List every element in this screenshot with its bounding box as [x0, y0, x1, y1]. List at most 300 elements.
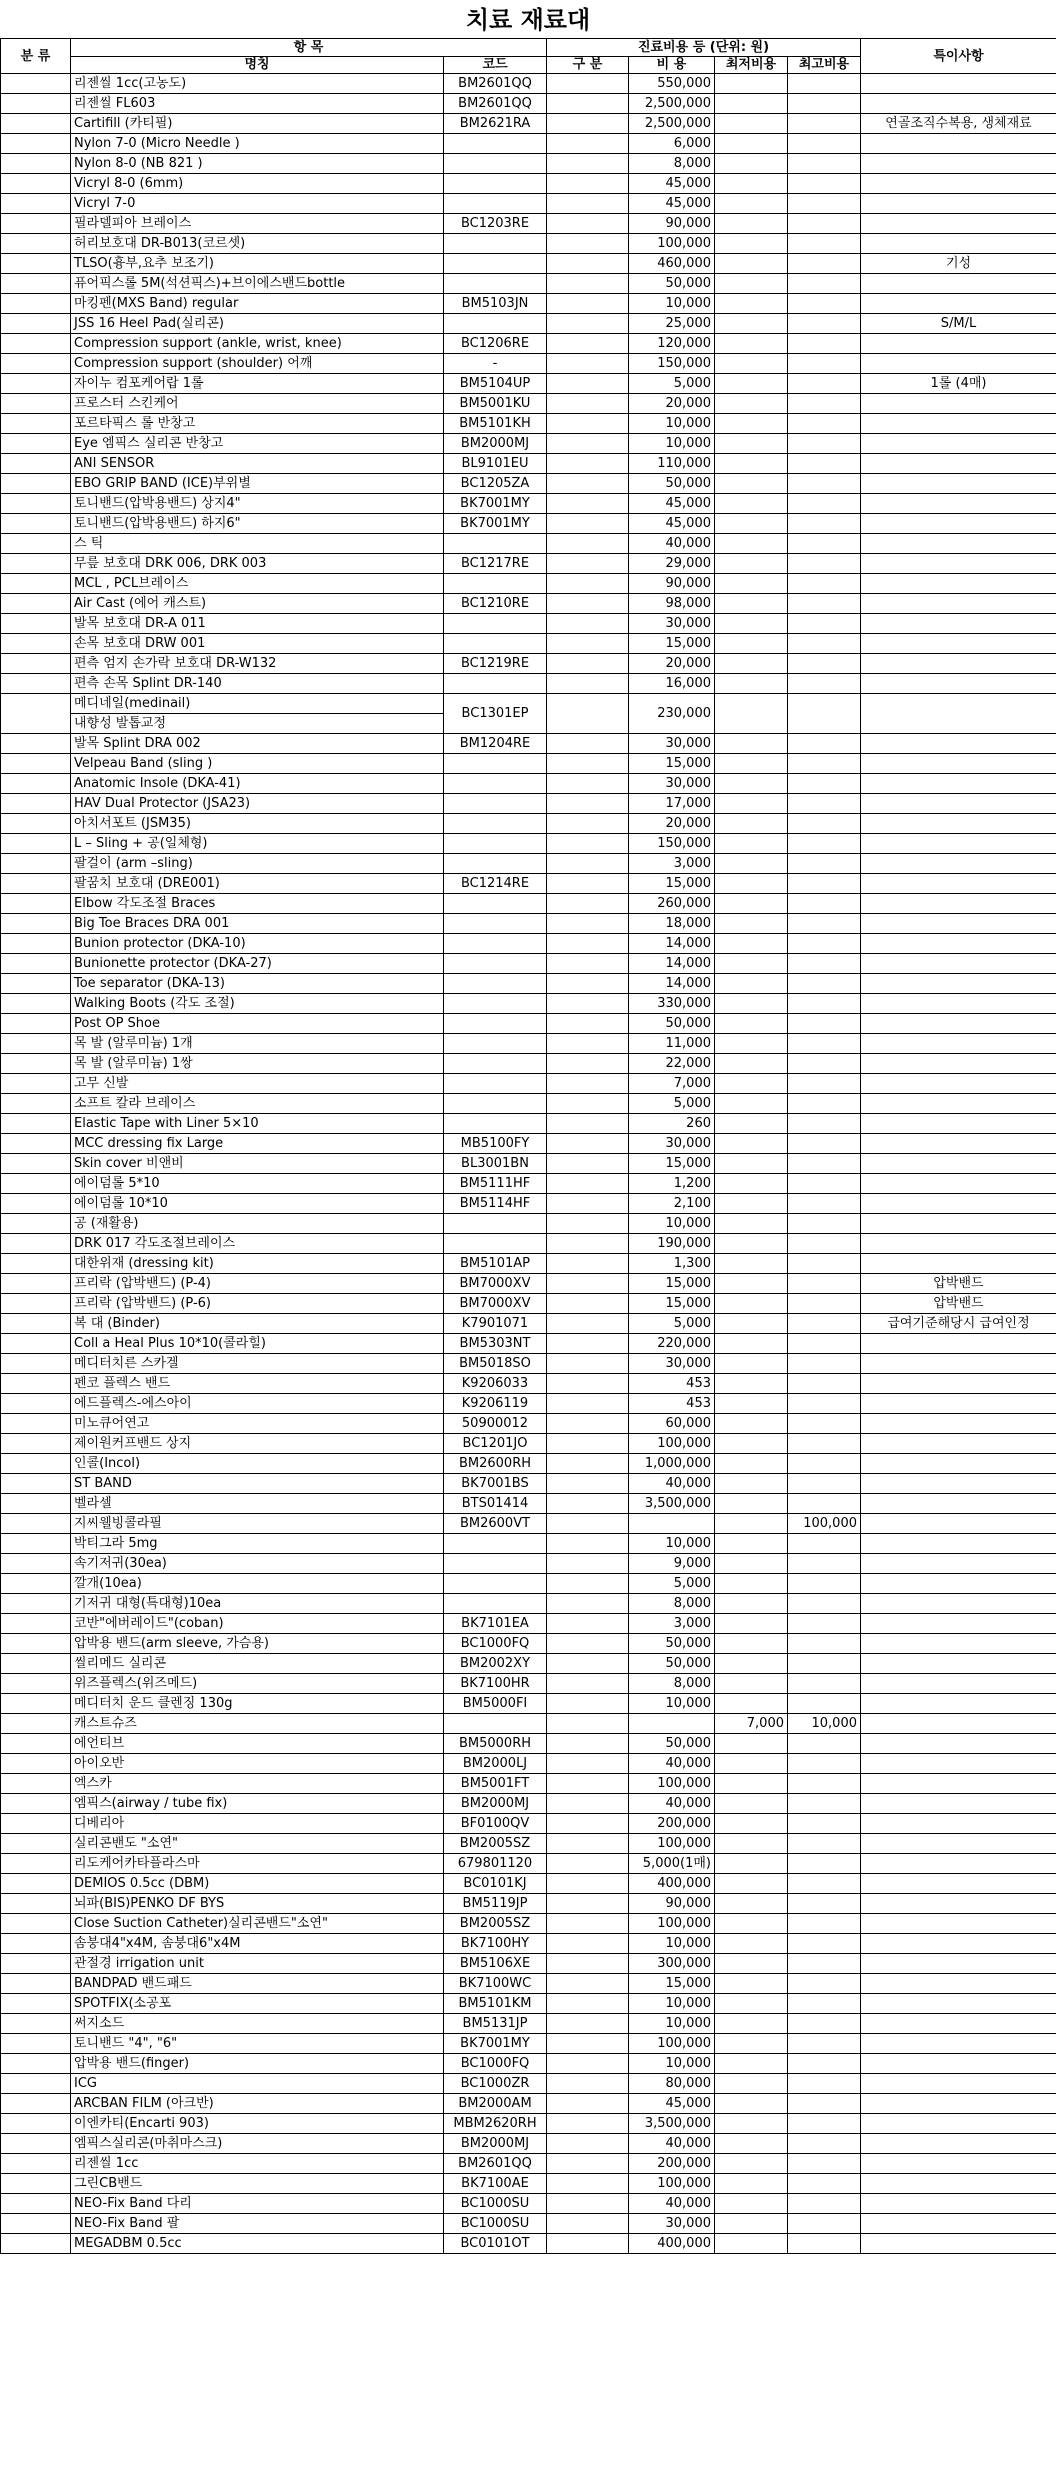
table-row — [1, 2014, 1056, 2034]
item-note — [861, 954, 1056, 974]
item-max-cost — [788, 694, 861, 734]
item-cost — [629, 1514, 715, 1534]
item-min-cost — [715, 2074, 788, 2094]
item-max-cost — [788, 1174, 861, 1194]
item-max-cost — [788, 114, 861, 134]
item-cost: 3,000 — [629, 1614, 715, 1634]
item-cost: 98,000 — [629, 594, 715, 614]
table-row — [1, 694, 1056, 714]
item-note — [861, 1574, 1056, 1594]
category-cell — [1, 1914, 71, 1934]
item-max-cost — [788, 874, 861, 894]
table-row — [1, 1274, 1056, 1294]
item-note — [861, 174, 1056, 194]
table-row — [1, 114, 1056, 134]
item-name: 팔걸이 (arm –sling) — [71, 854, 444, 874]
item-cost: 22,000 — [629, 1054, 715, 1074]
item-min-cost — [715, 2054, 788, 2074]
table-row — [1, 434, 1056, 454]
item-cost: 200,000 — [629, 1814, 715, 1834]
item-name: 관절경 irrigation unit — [71, 1954, 444, 1974]
item-max-cost: 100,000 — [788, 1514, 861, 1534]
item-name: Coll a Heal Plus 10*10(콜라힐) — [71, 1334, 444, 1354]
section-cell — [547, 1754, 629, 1774]
item-min-cost — [715, 574, 788, 594]
table-row — [1, 1214, 1056, 1234]
item-cost: 14,000 — [629, 954, 715, 974]
item-max-cost — [788, 74, 861, 94]
item-min-cost — [715, 1794, 788, 1814]
item-max-cost — [788, 1694, 861, 1714]
item-note — [861, 2034, 1056, 2054]
item-code: BC1217RE — [444, 554, 547, 574]
item-cost: 10,000 — [629, 1994, 715, 2014]
category-cell — [1, 594, 71, 614]
item-name: 벨라셀 — [71, 1494, 444, 1514]
item-cost: 110,000 — [629, 454, 715, 474]
category-cell — [1, 954, 71, 974]
item-max-cost — [788, 194, 861, 214]
item-max-cost — [788, 1774, 861, 1794]
table-row — [1, 834, 1056, 854]
item-name: 토니밴드(압박용밴드) 하지6" — [71, 514, 444, 534]
item-code — [444, 614, 547, 634]
item-max-cost — [788, 1834, 861, 1854]
item-min-cost — [715, 1914, 788, 1934]
item-min-cost — [715, 274, 788, 294]
table-row — [1, 94, 1056, 114]
item-max-cost — [788, 1154, 861, 1174]
item-cost: 40,000 — [629, 1474, 715, 1494]
item-note — [861, 234, 1056, 254]
table-row — [1, 1854, 1056, 1874]
category-cell — [1, 1354, 71, 1374]
item-code — [444, 174, 547, 194]
item-code: BK7100HR — [444, 1674, 547, 1694]
item-note — [861, 2234, 1056, 2254]
item-max-cost — [788, 2094, 861, 2114]
item-code — [444, 534, 547, 554]
item-max-cost — [788, 614, 861, 634]
item-cost: 15,000 — [629, 1974, 715, 1994]
category-cell — [1, 1194, 71, 1214]
item-name: NEO-Fix Band 팔 — [71, 2214, 444, 2234]
item-cost: 100,000 — [629, 1834, 715, 1854]
category-cell — [1, 1514, 71, 1534]
item-name: 이엔카티(Encarti 903) — [71, 2114, 444, 2134]
section-cell — [547, 154, 629, 174]
category-cell — [1, 94, 71, 114]
item-min-cost — [715, 1874, 788, 1894]
item-name: 손목 보호대 DRW 001 — [71, 634, 444, 654]
category-cell — [1, 434, 71, 454]
item-name: ICG — [71, 2074, 444, 2094]
item-cost: 29,000 — [629, 554, 715, 574]
item-note: 연골조직수복용, 생체재료 — [861, 114, 1056, 134]
section-cell — [547, 874, 629, 894]
section-cell — [547, 1974, 629, 1994]
category-cell — [1, 154, 71, 174]
section-cell — [547, 414, 629, 434]
item-code — [444, 934, 547, 954]
item-cost: 14,000 — [629, 934, 715, 954]
item-cost: 40,000 — [629, 534, 715, 554]
item-name: SPOTFIX(소공포 — [71, 1994, 444, 2014]
item-min-cost — [715, 1374, 788, 1394]
item-max-cost — [788, 854, 861, 874]
item-cost: 50,000 — [629, 1654, 715, 1674]
item-min-cost — [715, 1854, 788, 1874]
item-note — [861, 474, 1056, 494]
section-cell — [547, 1074, 629, 1094]
category-header: 분 류 — [1, 39, 71, 74]
table-row — [1, 274, 1056, 294]
item-name: Skin cover 비앤비 — [71, 1154, 444, 1174]
section-cell — [547, 1774, 629, 1794]
item-min-cost — [715, 674, 788, 694]
item-name-line2: 내향성 발톱교정 — [71, 714, 444, 734]
table-row — [1, 1154, 1056, 1174]
item-name: 발목 Splint DRA 002 — [71, 734, 444, 754]
item-name: Toe separator (DKA-13) — [71, 974, 444, 994]
section-cell — [547, 174, 629, 194]
item-min-cost — [715, 1934, 788, 1954]
section-cell — [547, 1654, 629, 1674]
item-name: JSS 16 Heel Pad(실리콘) — [71, 314, 444, 334]
item-max-cost — [788, 1974, 861, 1994]
item-note — [861, 1434, 1056, 1454]
category-cell — [1, 634, 71, 654]
item-max-cost — [788, 1094, 861, 1114]
item-min-cost — [715, 1214, 788, 1234]
table-row — [1, 414, 1056, 434]
table-row — [1, 634, 1056, 654]
item-max-cost — [788, 1494, 861, 1514]
item-max-cost — [788, 1954, 861, 1974]
category-cell — [1, 1254, 71, 1274]
item-max-cost — [788, 1794, 861, 1814]
item-name: 엑스카 — [71, 1774, 444, 1794]
item-min-cost — [715, 1474, 788, 1494]
item-min-cost — [715, 1514, 788, 1534]
item-note — [861, 414, 1056, 434]
item-max-cost — [788, 1594, 861, 1614]
item-name: 압박용 밴드(arm sleeve, 가슴용) — [71, 1634, 444, 1654]
item-cost: 40,000 — [629, 1754, 715, 1774]
item-name: Bunionette protector (DKA-27) — [71, 954, 444, 974]
table-row — [1, 1014, 1056, 1034]
item-min-cost — [715, 314, 788, 334]
item-cost: 90,000 — [629, 574, 715, 594]
section-cell — [547, 1094, 629, 1114]
item-note — [861, 1174, 1056, 1194]
item-max-cost — [788, 1054, 861, 1074]
section-cell — [547, 1294, 629, 1314]
item-name: Vicryl 8-0 (6mm) — [71, 174, 444, 194]
item-note — [861, 1134, 1056, 1154]
item-max-cost — [788, 2014, 861, 2034]
section-cell — [547, 894, 629, 914]
section-cell — [547, 294, 629, 314]
item-min-cost — [715, 1494, 788, 1514]
item-note — [861, 1634, 1056, 1654]
item-min-cost — [715, 2034, 788, 2054]
table-row — [1, 134, 1056, 154]
section-cell — [547, 1714, 629, 1734]
item-note — [861, 1874, 1056, 1894]
item-cost: 5,000 — [629, 374, 715, 394]
item-cost: 100,000 — [629, 2174, 715, 2194]
item-cost: 40,000 — [629, 1794, 715, 1814]
item-name: 미노큐어연고 — [71, 1414, 444, 1434]
category-cell — [1, 1934, 71, 1954]
item-max-cost — [788, 774, 861, 794]
item-cost: 8,000 — [629, 154, 715, 174]
item-name: Eye 엠픽스 실리콘 반창고 — [71, 434, 444, 454]
item-min-cost — [715, 334, 788, 354]
item-min-cost — [715, 754, 788, 774]
item-min-cost — [715, 514, 788, 534]
section-cell — [547, 534, 629, 554]
section-cell — [547, 1694, 629, 1714]
item-cost: 2,100 — [629, 1194, 715, 1214]
category-cell — [1, 894, 71, 914]
table-row — [1, 474, 1056, 494]
category-cell — [1, 494, 71, 514]
section-cell — [547, 1114, 629, 1134]
item-min-cost — [715, 254, 788, 274]
item-cost: 10,000 — [629, 1534, 715, 1554]
item-note: 기성 — [861, 254, 1056, 274]
item-cost: 50,000 — [629, 1734, 715, 1754]
table-row — [1, 1974, 1056, 1994]
item-max-cost — [788, 574, 861, 594]
item-max-cost — [788, 1614, 861, 1634]
item-code: BL9101EU — [444, 454, 547, 474]
item-max-cost — [788, 274, 861, 294]
section-cell — [547, 2094, 629, 2114]
item-name: 자이누 컴포케어랍 1롤 — [71, 374, 444, 394]
category-cell — [1, 2094, 71, 2114]
item-name: 그린CB밴드 — [71, 2174, 444, 2194]
item-code: BM2000LJ — [444, 1754, 547, 1774]
max-cost-header: 최고비용 — [788, 57, 861, 74]
item-code: BK7001MY — [444, 2034, 547, 2054]
item-code — [444, 954, 547, 974]
item-cost: 100,000 — [629, 1434, 715, 1454]
item-note — [861, 1654, 1056, 1674]
item-min-cost — [715, 914, 788, 934]
table-row — [1, 494, 1056, 514]
item-note — [861, 634, 1056, 654]
item-max-cost — [788, 234, 861, 254]
item-code: BM1204RE — [444, 734, 547, 754]
table-row — [1, 2174, 1056, 2194]
item-code: BM5114HF — [444, 1194, 547, 1214]
item-cost: 150,000 — [629, 354, 715, 374]
section-cell — [547, 1254, 629, 1274]
item-max-cost — [788, 214, 861, 234]
table-row — [1, 454, 1056, 474]
item-note — [861, 1254, 1056, 1274]
item-min-cost — [715, 2214, 788, 2234]
section-cell — [547, 2134, 629, 2154]
item-max-cost — [788, 1254, 861, 1274]
item-min-cost — [715, 2094, 788, 2114]
item-name: 아치서포트 (JSM35) — [71, 814, 444, 834]
item-cost: 30,000 — [629, 1134, 715, 1154]
category-cell — [1, 774, 71, 794]
table-row — [1, 1954, 1056, 1974]
item-name: 토니밴드(압박용밴드) 상지4" — [71, 494, 444, 514]
item-note — [861, 1194, 1056, 1214]
item-name: MEGADBM 0.5cc — [71, 2234, 444, 2254]
item-min-cost — [715, 1834, 788, 1854]
item-name: 엠픽스실리콘(마취마스크) — [71, 2134, 444, 2154]
section-cell — [547, 1854, 629, 1874]
section-cell — [547, 234, 629, 254]
item-name: 리젠씰 1cc — [71, 2154, 444, 2174]
item-cost: 3,500,000 — [629, 1494, 715, 1514]
item-code: BK7001MY — [444, 494, 547, 514]
table-row — [1, 574, 1056, 594]
item-min-cost — [715, 474, 788, 494]
section-cell — [547, 634, 629, 654]
table-row — [1, 1174, 1056, 1194]
item-code: BM2002XY — [444, 1654, 547, 1674]
item-code: BM5000RH — [444, 1734, 547, 1754]
item-note — [861, 734, 1056, 754]
table-row — [1, 1634, 1056, 1654]
item-min-cost — [715, 1394, 788, 1414]
item-code: BM2601QQ — [444, 94, 547, 114]
table-row — [1, 1414, 1056, 1434]
item-min-cost — [715, 1574, 788, 1594]
item-code — [444, 1574, 547, 1594]
item-note — [861, 2214, 1056, 2234]
section-cell — [547, 814, 629, 834]
item-max-cost — [788, 594, 861, 614]
category-cell — [1, 1054, 71, 1074]
item-code: BK7001MY — [444, 514, 547, 534]
item-note — [861, 2114, 1056, 2134]
section-cell — [547, 1934, 629, 1954]
table-row — [1, 74, 1056, 94]
item-name: 캐스트슈즈 — [71, 1714, 444, 1734]
category-cell — [1, 1374, 71, 1394]
item-note — [861, 814, 1056, 834]
table-row — [1, 214, 1056, 234]
item-code — [444, 1094, 547, 1114]
item-note — [861, 1414, 1056, 1434]
item-code: BK7001BS — [444, 1474, 547, 1494]
item-max-cost — [788, 1754, 861, 1774]
item-cost: 100,000 — [629, 234, 715, 254]
section-cell — [547, 1174, 629, 1194]
item-note — [861, 1054, 1056, 1074]
section-cell — [547, 994, 629, 1014]
section-cell — [547, 1154, 629, 1174]
item-name: 토니밴드 "4", "6" — [71, 2034, 444, 2054]
item-max-cost — [788, 2054, 861, 2074]
table-row — [1, 1494, 1056, 1514]
item-cost: 10,000 — [629, 294, 715, 314]
item-code: BM2005SZ — [444, 1834, 547, 1854]
item-code: BC0101OT — [444, 2234, 547, 2254]
item-code: BM2005SZ — [444, 1914, 547, 1934]
item-min-cost — [715, 354, 788, 374]
table-row — [1, 914, 1056, 934]
item-cost: 40,000 — [629, 2194, 715, 2214]
item-min-cost — [715, 934, 788, 954]
category-cell — [1, 234, 71, 254]
item-max-cost — [788, 414, 861, 434]
min-cost-header: 최저비용 — [715, 57, 788, 74]
item-cost: 120,000 — [629, 334, 715, 354]
section-cell — [547, 1014, 629, 1034]
table-row — [1, 1674, 1056, 1694]
table-row — [1, 1394, 1056, 1414]
section-cell — [547, 1034, 629, 1054]
section-cell — [547, 1734, 629, 1754]
item-max-cost — [788, 2194, 861, 2214]
category-cell — [1, 1654, 71, 1674]
item-min-cost — [715, 1194, 788, 1214]
table-row — [1, 774, 1056, 794]
section-cell — [547, 1574, 629, 1594]
category-cell — [1, 1754, 71, 1774]
item-note — [861, 1454, 1056, 1474]
item-cost: 5,000 — [629, 1574, 715, 1594]
item-max-cost — [788, 1294, 861, 1314]
item-max-cost — [788, 814, 861, 834]
item-cost: 150,000 — [629, 834, 715, 854]
item-code: BM2621RA — [444, 114, 547, 134]
section-cell — [547, 1474, 629, 1494]
item-note — [861, 454, 1056, 474]
item-min-cost — [715, 194, 788, 214]
item-name: 박티그라 5mg — [71, 1534, 444, 1554]
item-note — [861, 1714, 1056, 1734]
item-max-cost — [788, 2134, 861, 2154]
item-name: 팔꿈치 보호대 (DRE001) — [71, 874, 444, 894]
table-row — [1, 1034, 1056, 1054]
item-code: BC1000SU — [444, 2194, 547, 2214]
item-max-cost — [788, 154, 861, 174]
item-code: K9206033 — [444, 1374, 547, 1394]
section-cell — [547, 694, 629, 734]
table-row — [1, 1294, 1056, 1314]
item-max-cost — [788, 1394, 861, 1414]
item-min-cost — [715, 494, 788, 514]
item-min-cost — [715, 2014, 788, 2034]
category-cell — [1, 1014, 71, 1034]
category-cell — [1, 1814, 71, 1834]
item-cost: 50,000 — [629, 274, 715, 294]
item-min-cost — [715, 214, 788, 234]
table-row — [1, 294, 1056, 314]
item-note — [861, 2014, 1056, 2034]
item-max-cost — [788, 1734, 861, 1754]
item-min-cost — [715, 2194, 788, 2214]
table-row — [1, 1334, 1056, 1354]
item-code: BK7101EA — [444, 1614, 547, 1634]
item-cost: 18,000 — [629, 914, 715, 934]
section-cell — [547, 1674, 629, 1694]
item-max-cost — [788, 1634, 861, 1654]
item-note — [861, 874, 1056, 894]
item-min-cost: 7,000 — [715, 1714, 788, 1734]
